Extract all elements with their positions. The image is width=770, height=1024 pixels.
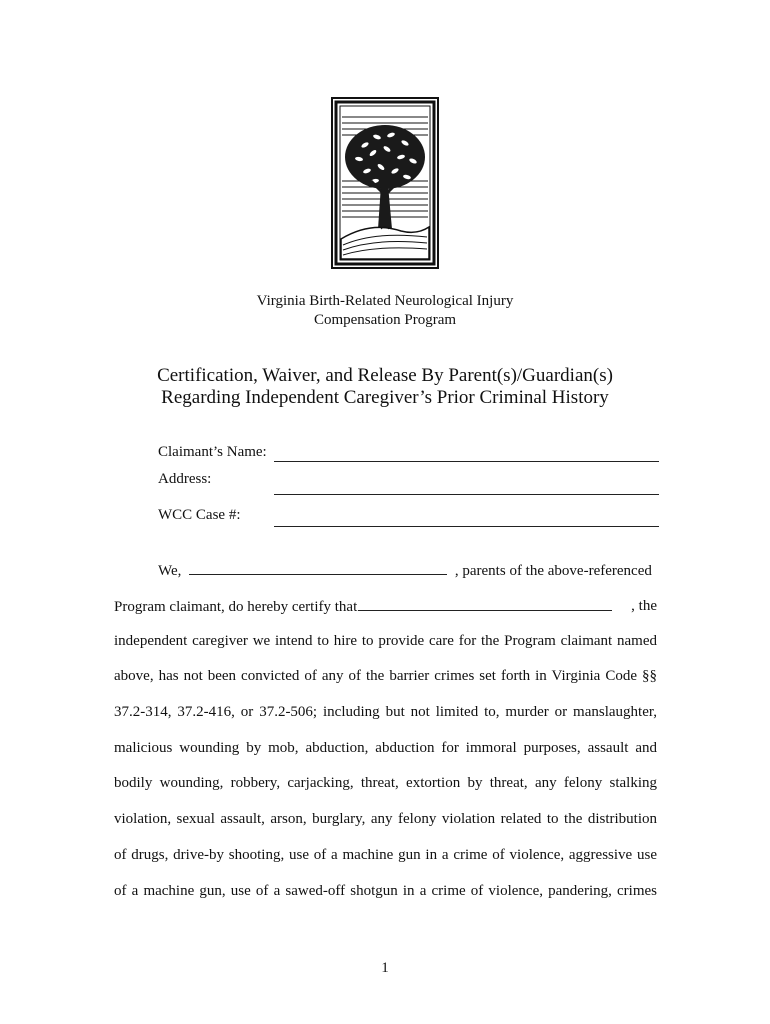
body-line-1: independent caregiver we intend to hire to provide care for the Program claimant named xyxy=(114,633,657,649)
body-line-5: bodily wounding, robbery, carjacking, threat, extortion by threat, any felony stalking xyxy=(114,775,657,791)
body-line-8: of a machine gun, use of a sawed-off shotgun in a crime of violence, pandering, crimes xyxy=(114,883,657,899)
program-claimant-text: Program claimant, do hereby certify that xyxy=(114,599,358,615)
parents-line xyxy=(158,560,657,581)
wcc-case-label: WCC Case #: xyxy=(158,507,241,523)
address-line[interactable] xyxy=(274,494,659,495)
address-label: Address: xyxy=(158,471,212,487)
document-title-line1: Certification, Waiver, and Release By Parent(s)/Guardian(s) xyxy=(157,365,613,386)
body-line-7: of drugs, drive-by shooting, use of a machine gun in a crime of violence, aggressive use xyxy=(114,847,657,863)
claimant-name-label: Claimant’s Name: xyxy=(158,444,267,460)
caregiver-name-blank[interactable] xyxy=(358,596,612,611)
parents-of-text: , parents of the above-referenced xyxy=(454,563,652,579)
tree-logo-icon xyxy=(331,97,439,269)
page-number: 1 xyxy=(381,960,389,976)
body-line-6: violation, sexual assault, arson, burglary, any felony violation related to the distribution xyxy=(114,811,657,827)
organization-name-line1: Virginia Birth-Related Neurological Injury xyxy=(256,293,514,309)
body-line-3: 37.2-314, 37.2-416, or 37.2-506; including but not limited to, murder or manslaughter, xyxy=(114,704,657,720)
body-line-2: above, has not been convicted of any of the barrier crimes set forth in Virginia Code §§ xyxy=(114,668,657,684)
body-line-4: malicious wounding by mob, abduction, abduction for immoral purposes, assault and xyxy=(114,740,657,756)
document-title-line2: Regarding Independent Caregiver’s Prior Criminal History xyxy=(161,387,609,408)
the-text: , the xyxy=(631,598,657,614)
parents-names-blank[interactable] xyxy=(189,560,447,575)
we-text: We, xyxy=(158,563,182,579)
organization-name-line2: Compensation Program xyxy=(313,312,457,328)
claimant-name-line[interactable] xyxy=(274,461,659,462)
wcc-case-line[interactable] xyxy=(274,526,659,527)
certify-line xyxy=(114,596,657,617)
